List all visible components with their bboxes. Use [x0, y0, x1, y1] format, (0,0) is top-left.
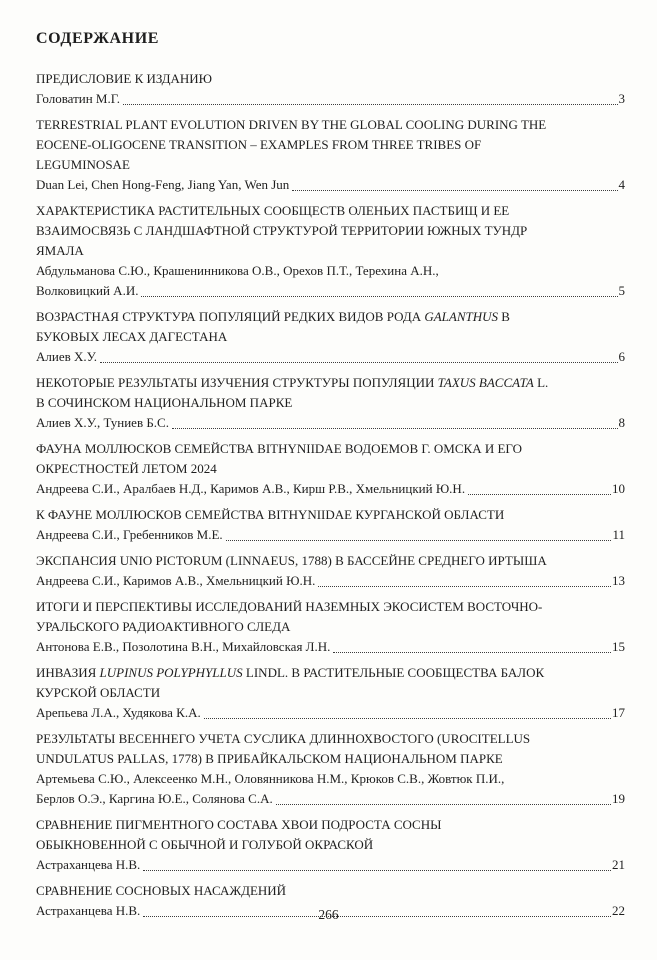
- page-title: СОДЕРЖАНИЕ: [36, 30, 160, 47]
- authors-text: Алиев Х.У., Туниев Б.С.: [36, 415, 169, 430]
- entry-title: [36, 201, 625, 261]
- entry-authors-line: [36, 347, 625, 367]
- toc-entry: [36, 815, 625, 875]
- entry-authors-line: Абдульманова С.Ю., Крашенинникова О.В., Орехов П.Т., Терехина А.Н.,: [36, 263, 439, 278]
- title-segment: К ФАУНЕ МОЛЛЮСКОВ СЕМЕЙСТВА BITHYNIIDAE КУРГАНСКОЙ ОБЛАСТИ: [36, 507, 505, 522]
- entry-title: [36, 373, 625, 413]
- entry-title-line: [36, 115, 625, 135]
- entry-title: [36, 663, 625, 703]
- toc-entry: [36, 307, 625, 367]
- entry-title-line: [36, 815, 625, 835]
- authors-text: Берлов О.Э., Каргина Ю.Е., Солянова С.А.: [36, 791, 273, 806]
- entry-authors: [36, 703, 625, 723]
- title-segment-italic: LUPINUS POLYPHYLLUS: [99, 665, 243, 680]
- entry-page-number: 13: [612, 573, 625, 588]
- toc-entry: [36, 663, 625, 723]
- entry-page-number: 8: [618, 415, 625, 430]
- dot-leader: [468, 494, 611, 495]
- authors-text: Головатин М.Г.: [36, 91, 121, 106]
- entry-title: [36, 881, 625, 901]
- entry-page-number: 6: [618, 349, 625, 364]
- entry-title-line: [36, 459, 625, 479]
- title-segment: ВОЗРАСТНАЯ СТРУКТУРА ПОПУЛЯЦИЙ РЕДКИХ ВИДОВ РОДА: [36, 309, 425, 324]
- entry-page-number: 10: [612, 481, 625, 496]
- entry-authors: [36, 89, 625, 109]
- title-segment: ЯМАЛА: [36, 243, 84, 258]
- entry-title-line: [36, 551, 625, 571]
- toc-entry: [36, 597, 625, 657]
- title-segment: ИТОГИ И ПЕРСПЕКТИВЫ ИССЛЕДОВАНИЙ НАЗЕМНЫХ ЭКОСИСТЕМ ВОСТОЧНО-: [36, 599, 543, 614]
- authors-text: Астраханцева Н.В.: [36, 857, 141, 872]
- entry-page-number: 15: [612, 639, 625, 654]
- entry-title-line: [36, 221, 625, 241]
- entry-title-line: [36, 373, 625, 393]
- entry-title: [36, 505, 625, 525]
- entry-title-line: [36, 881, 625, 901]
- entry-page-number: 4: [618, 177, 625, 192]
- title-segment: В: [498, 309, 510, 324]
- entry-title: [36, 729, 625, 769]
- title-segment: КУРСКОЙ ОБЛАСТИ: [36, 685, 161, 700]
- dot-leader: [333, 652, 611, 653]
- entry-title: [36, 815, 625, 855]
- toc-entry: [36, 115, 625, 195]
- entry-title-line: [36, 155, 625, 175]
- title-segment: ЭКСПАНСИЯ UNIO PICTORUM (LINNAEUS, 1788) В БАССЕЙНЕ СРЕДНЕГО ИРТЫША: [36, 553, 547, 568]
- title-segment: ИНВАЗИЯ: [36, 665, 100, 680]
- authors-text: Алиев Х.У.: [36, 349, 97, 364]
- title-segment: СРАВНЕНИЕ СОСНОВЫХ НАСАЖДЕНИЙ: [36, 883, 287, 898]
- entry-page-number: 19: [612, 791, 625, 806]
- dot-leader: [318, 586, 611, 587]
- dot-leader: [143, 870, 611, 871]
- dot-leader: [204, 718, 611, 719]
- entry-authors-line: Артемьева С.Ю., Алексеенко М.Н., Оловянникова Н.М., Крюков С.В., Жовтюк П.И.,: [36, 771, 505, 786]
- entry-authors: [36, 347, 625, 367]
- entry-authors: [36, 769, 625, 809]
- dot-leader: [292, 190, 617, 191]
- entry-authors: [36, 261, 625, 301]
- title-segment: TERRESTRIAL PLANT EVOLUTION DRIVEN BY THE GLOBAL COOLING DURING THE: [36, 117, 547, 132]
- entry-authors-line: [36, 789, 625, 809]
- entry-title: [36, 551, 625, 571]
- title-segment: LEGUMINOSAE: [36, 157, 130, 172]
- authors-text: Duan Lei, Chen Hong-Feng, Jiang Yan, Wen Jun: [36, 177, 290, 192]
- entry-page-number: 22: [612, 903, 625, 918]
- authors-text: Волковицкий А.И.: [36, 283, 139, 298]
- toc-entry: [36, 69, 625, 109]
- entry-authors-line: [36, 637, 625, 657]
- entry-authors: [36, 571, 625, 591]
- title-segment: НЕКОТОРЫЕ РЕЗУЛЬТАТЫ ИЗУЧЕНИЯ СТРУКТУРЫ ПОПУЛЯЦИИ: [36, 375, 438, 390]
- entry-page-number: 21: [612, 857, 625, 872]
- title-segment: UNDULATUS PALLAS, 1778) В ПРИБАЙКАЛЬСКОМ НАЦИОНАЛЬНОМ ПАРКЕ: [36, 751, 503, 766]
- entry-authors-line: [36, 479, 625, 499]
- title-segment: ОБЫКНОВЕННОЙ С ОБЫЧНОЙ И ГОЛУБОЙ ОКРАСКОЙ: [36, 837, 374, 852]
- entry-authors-line: [36, 525, 625, 545]
- title-segment: В СОЧИНСКОМ НАЦИОНАЛЬНОМ ПАРКЕ: [36, 395, 293, 410]
- title-segment: ОКРЕСТНОСТЕЙ ЛЕТОМ 2024: [36, 461, 217, 476]
- title-segment: СРАВНЕНИЕ ПИГМЕНТНОГО СОСТАВА ХВОИ ПОДРОСТА СОСНЫ: [36, 817, 442, 832]
- entry-title: [36, 307, 625, 347]
- entry-authors: [36, 525, 625, 545]
- entry-title: [36, 439, 625, 479]
- authors-text: Астраханцева Н.В.: [36, 903, 141, 918]
- title-segment-italic: TAXUS BACCATA: [437, 375, 534, 390]
- entry-title-line: [36, 835, 625, 855]
- authors-text: Андреева С.И., Гребенников М.Е.: [36, 527, 223, 542]
- toc-entry: [36, 505, 625, 545]
- entry-authors: [36, 637, 625, 657]
- entry-title: [36, 115, 625, 175]
- dot-leader: [141, 296, 617, 297]
- entry-authors-line: [36, 855, 625, 875]
- title-segment: L.: [533, 375, 549, 390]
- entry-title-line: [36, 327, 625, 347]
- page-number: 266: [318, 907, 339, 922]
- entry-title-line: [36, 617, 625, 637]
- authors-text: Антонова Е.В., Позолотина В.Н., Михайловская Л.Н.: [36, 639, 331, 654]
- entry-title-line: [36, 597, 625, 617]
- dot-leader: [123, 104, 617, 105]
- entry-authors-line: [36, 571, 625, 591]
- title-segment: РЕЗУЛЬТАТЫ ВЕСЕННЕГО УЧЕТА СУСЛИКА ДЛИННОХВОСТОГО (UROCITELLUS: [36, 731, 531, 746]
- title-segment: ПРЕДИСЛОВИЕ К ИЗДАНИЮ: [36, 71, 213, 86]
- entry-title-line: [36, 307, 625, 327]
- authors-text: Андреева С.И., Аралбаев Н.Д., Каримов А.В., Кирш Р.В., Хмельницкий Ю.Н.: [36, 481, 466, 496]
- entry-title-line: [36, 505, 625, 525]
- entry-page-number: 11: [612, 527, 625, 542]
- entry-title-line: [36, 393, 625, 413]
- entry-authors-line: [36, 175, 625, 195]
- entry-title: [36, 69, 625, 89]
- dot-leader: [226, 540, 612, 541]
- dot-leader: [172, 428, 618, 429]
- entry-title-line: [36, 135, 625, 155]
- dot-leader: [100, 362, 618, 363]
- title-segment: EOCENE-OLIGOCENE TRANSITION – EXAMPLES FROM THREE TRIBES OF: [36, 137, 482, 152]
- title-segment: БУКОВЫХ ЛЕСАХ ДАГЕСТАНА: [36, 329, 228, 344]
- toc-entry: [36, 551, 625, 591]
- toc-entry: [36, 729, 625, 809]
- title-segment-italic: GALANTHUS: [424, 309, 499, 324]
- entry-page-number: 5: [618, 283, 625, 298]
- entry-title-line: [36, 729, 625, 749]
- entry-title-line: [36, 683, 625, 703]
- entry-authors-line: [36, 413, 625, 433]
- toc-entry: [36, 373, 625, 433]
- entry-title-line: [36, 241, 625, 261]
- dot-leader: [276, 804, 611, 805]
- entry-title-line: [36, 749, 625, 769]
- toc-entry: [36, 201, 625, 301]
- entry-page-number: 3: [618, 91, 625, 106]
- title-segment: УРАЛЬСКОГО РАДИОАКТИВНОГО СЛЕДА: [36, 619, 291, 634]
- toc-entry: [36, 439, 625, 499]
- entry-authors: [36, 855, 625, 875]
- entry-authors: [36, 479, 625, 499]
- entry-authors: [36, 175, 625, 195]
- entry-title: [36, 597, 625, 637]
- entry-authors-line: [36, 703, 625, 723]
- toc-list: [36, 69, 625, 921]
- entry-page-number: 17: [612, 705, 625, 720]
- title-segment: ВЗАИМОСВЯЗЬ С ЛАНДШАФТНОЙ СТРУКТУРОЙ ТЕРРИТОРИИ ЮЖНЫХ ТУНДР: [36, 223, 528, 238]
- entry-title-line: [36, 201, 625, 221]
- authors-text: Андреева С.И., Каримов А.В., Хмельницкий Ю.Н.: [36, 573, 316, 588]
- title-segment: LINDL. В РАСТИТЕЛЬНЫЕ СООБЩЕСТВА БАЛОК: [242, 665, 545, 680]
- entry-authors-line: [36, 281, 625, 301]
- entry-title-line: [36, 663, 625, 683]
- title-segment: ФАУНА МОЛЛЮСКОВ СЕМЕЙСТВА BITHYNIIDAE ВОДОЕМОВ Г. ОМСКА И ЕГО: [36, 441, 522, 456]
- entry-title-line: [36, 69, 625, 89]
- title-segment: ХАРАКТЕРИСТИКА РАСТИТЕЛЬНЫХ СООБЩЕСТВ ОЛЕНЬИХ ПАСТБИЩ И ЕЕ: [36, 203, 510, 218]
- entry-authors: [36, 413, 625, 433]
- entry-title-line: [36, 439, 625, 459]
- entry-authors-line: [36, 89, 625, 109]
- authors-text: Арепьева Л.А., Худякова К.А.: [36, 705, 201, 720]
